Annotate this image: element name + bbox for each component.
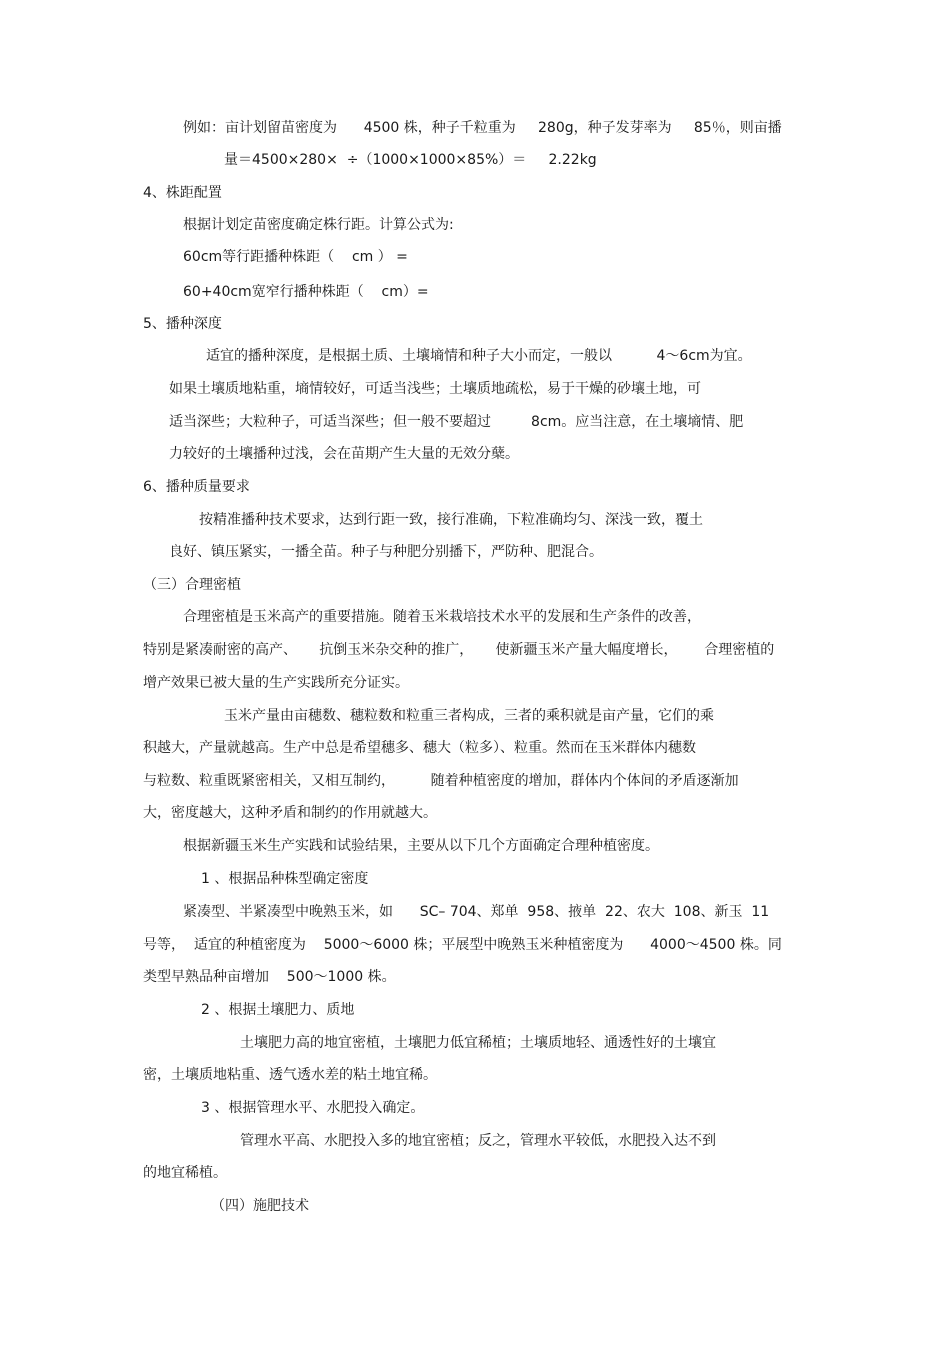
paragraph-line: 增产效果已被大量的生产实践所充分证实。 (143, 675, 409, 691)
paragraph-line: 根据计划定苗密度确定株行距。计算公式为: (183, 217, 454, 233)
paragraph-line: 与粒数、粒重既紧密相关，又相互制约， 随着种植密度的增加，群体内个体间的矛盾逐渐加 (143, 773, 739, 789)
paragraph-line: 力较好的土壤播种过浅，会在苗期产生大量的无效分蘖。 (169, 446, 519, 462)
section-heading: （三）合理密植 (143, 577, 241, 593)
paragraph-line: 如果土壤质地粘重，墒情较好，可适当浅些；土壤质地疏松，易于干燥的砂壤土地，可 (169, 381, 701, 397)
paragraph-line: 土壤肥力高的地宜密植，土壤肥力低宜稀植；土壤质地轻、通透性好的土壤宜 (240, 1035, 716, 1051)
paragraph-line: 合理密植是玉米高产的重要措施。随着玉米栽培技术水平的发展和生产条件的改善， (183, 609, 701, 625)
paragraph-line: 类型早熟品种亩增加 500～1000 株。 (143, 969, 396, 985)
paragraph-line: 按精准播种技术要求，达到行距一致，接行准确，下粒准确均匀、深浅一致，覆土 (199, 512, 703, 528)
section-heading: 4、株距配置 (143, 185, 222, 201)
subsection-heading: 1 、根据品种株型确定密度 (201, 871, 369, 887)
section-heading: 5、播种深度 (143, 316, 222, 332)
paragraph-line: 例如：亩计划留苗密度为 4500 株，种子千粒重为 280g，种子发芽率为 85％，则亩播 (183, 120, 782, 136)
paragraph-line: 的地宜稀植。 (143, 1165, 227, 1181)
paragraph-line: 密，土壤质地粘重、透气透水差的粘土地宜稀。 (143, 1067, 437, 1083)
formula-line: 60cm等行距播种株距（ cm ） = (183, 249, 408, 265)
paragraph-line: 大，密度越大，这种矛盾和制约的作用就越大。 (143, 805, 437, 821)
paragraph-line: 良好、镇压紧实，一播全苗。种子与种肥分别播下，严防种、肥混合。 (169, 544, 603, 560)
paragraph-line: 适当深些；大粒种子，可适当深些；但一般不要超过 8cm。应当注意，在土壤墒情、肥 (169, 414, 744, 430)
section-heading: （四）施肥技术 (211, 1198, 309, 1214)
paragraph-line: 号等， 适宜的种植密度为 5000～6000 株；平展型中晚熟玉米种植密度为 4000～4500 株。同 (143, 937, 782, 953)
subsection-heading: 2 、根据土壤肥力、质地 (201, 1002, 355, 1018)
paragraph-line: 紧凑型、半紧凑型中晚熟玉米，如 SC– 704、郑单 958、掖单 22、农大 108、新玉 11 (183, 904, 770, 920)
paragraph-line: 根据新疆玉米生产实践和试验结果，主要从以下几个方面确定合理种植密度。 (183, 838, 659, 854)
section-heading: 6、播种质量要求 (143, 479, 250, 495)
paragraph-line: 管理水平高、水肥投入多的地宜密植；反之，管理水平较低，水肥投入达不到 (240, 1133, 716, 1149)
paragraph-line: 适宜的播种深度，是根据土质、土壤墒情和种子大小而定，一般以 4～6cm为宜。 (206, 348, 752, 364)
paragraph-line: 特别是紧凑耐密的高产、 抗倒玉米杂交种的推广， 使新疆玉米产量大幅度增长， 合理密植的 (143, 642, 775, 658)
paragraph-line: 积越大，产量就越高。生产中总是希望穗多、穗大（粒多）、粒重。然而在玉米群体内穗数 (143, 740, 696, 756)
paragraph-line: 玉米产量由亩穗数、穗粒数和粒重三者构成，三者的乘积就是亩产量，它们的乘 (224, 708, 714, 724)
paragraph-line: 量＝4500×280× ÷（1000×1000×85%）＝ 2.22kg (224, 152, 597, 168)
formula-line: 60+40cm宽窄行播种株距（ cm）= (183, 284, 429, 300)
subsection-heading: 3 、根据管理水平、水肥投入确定。 (201, 1100, 425, 1116)
